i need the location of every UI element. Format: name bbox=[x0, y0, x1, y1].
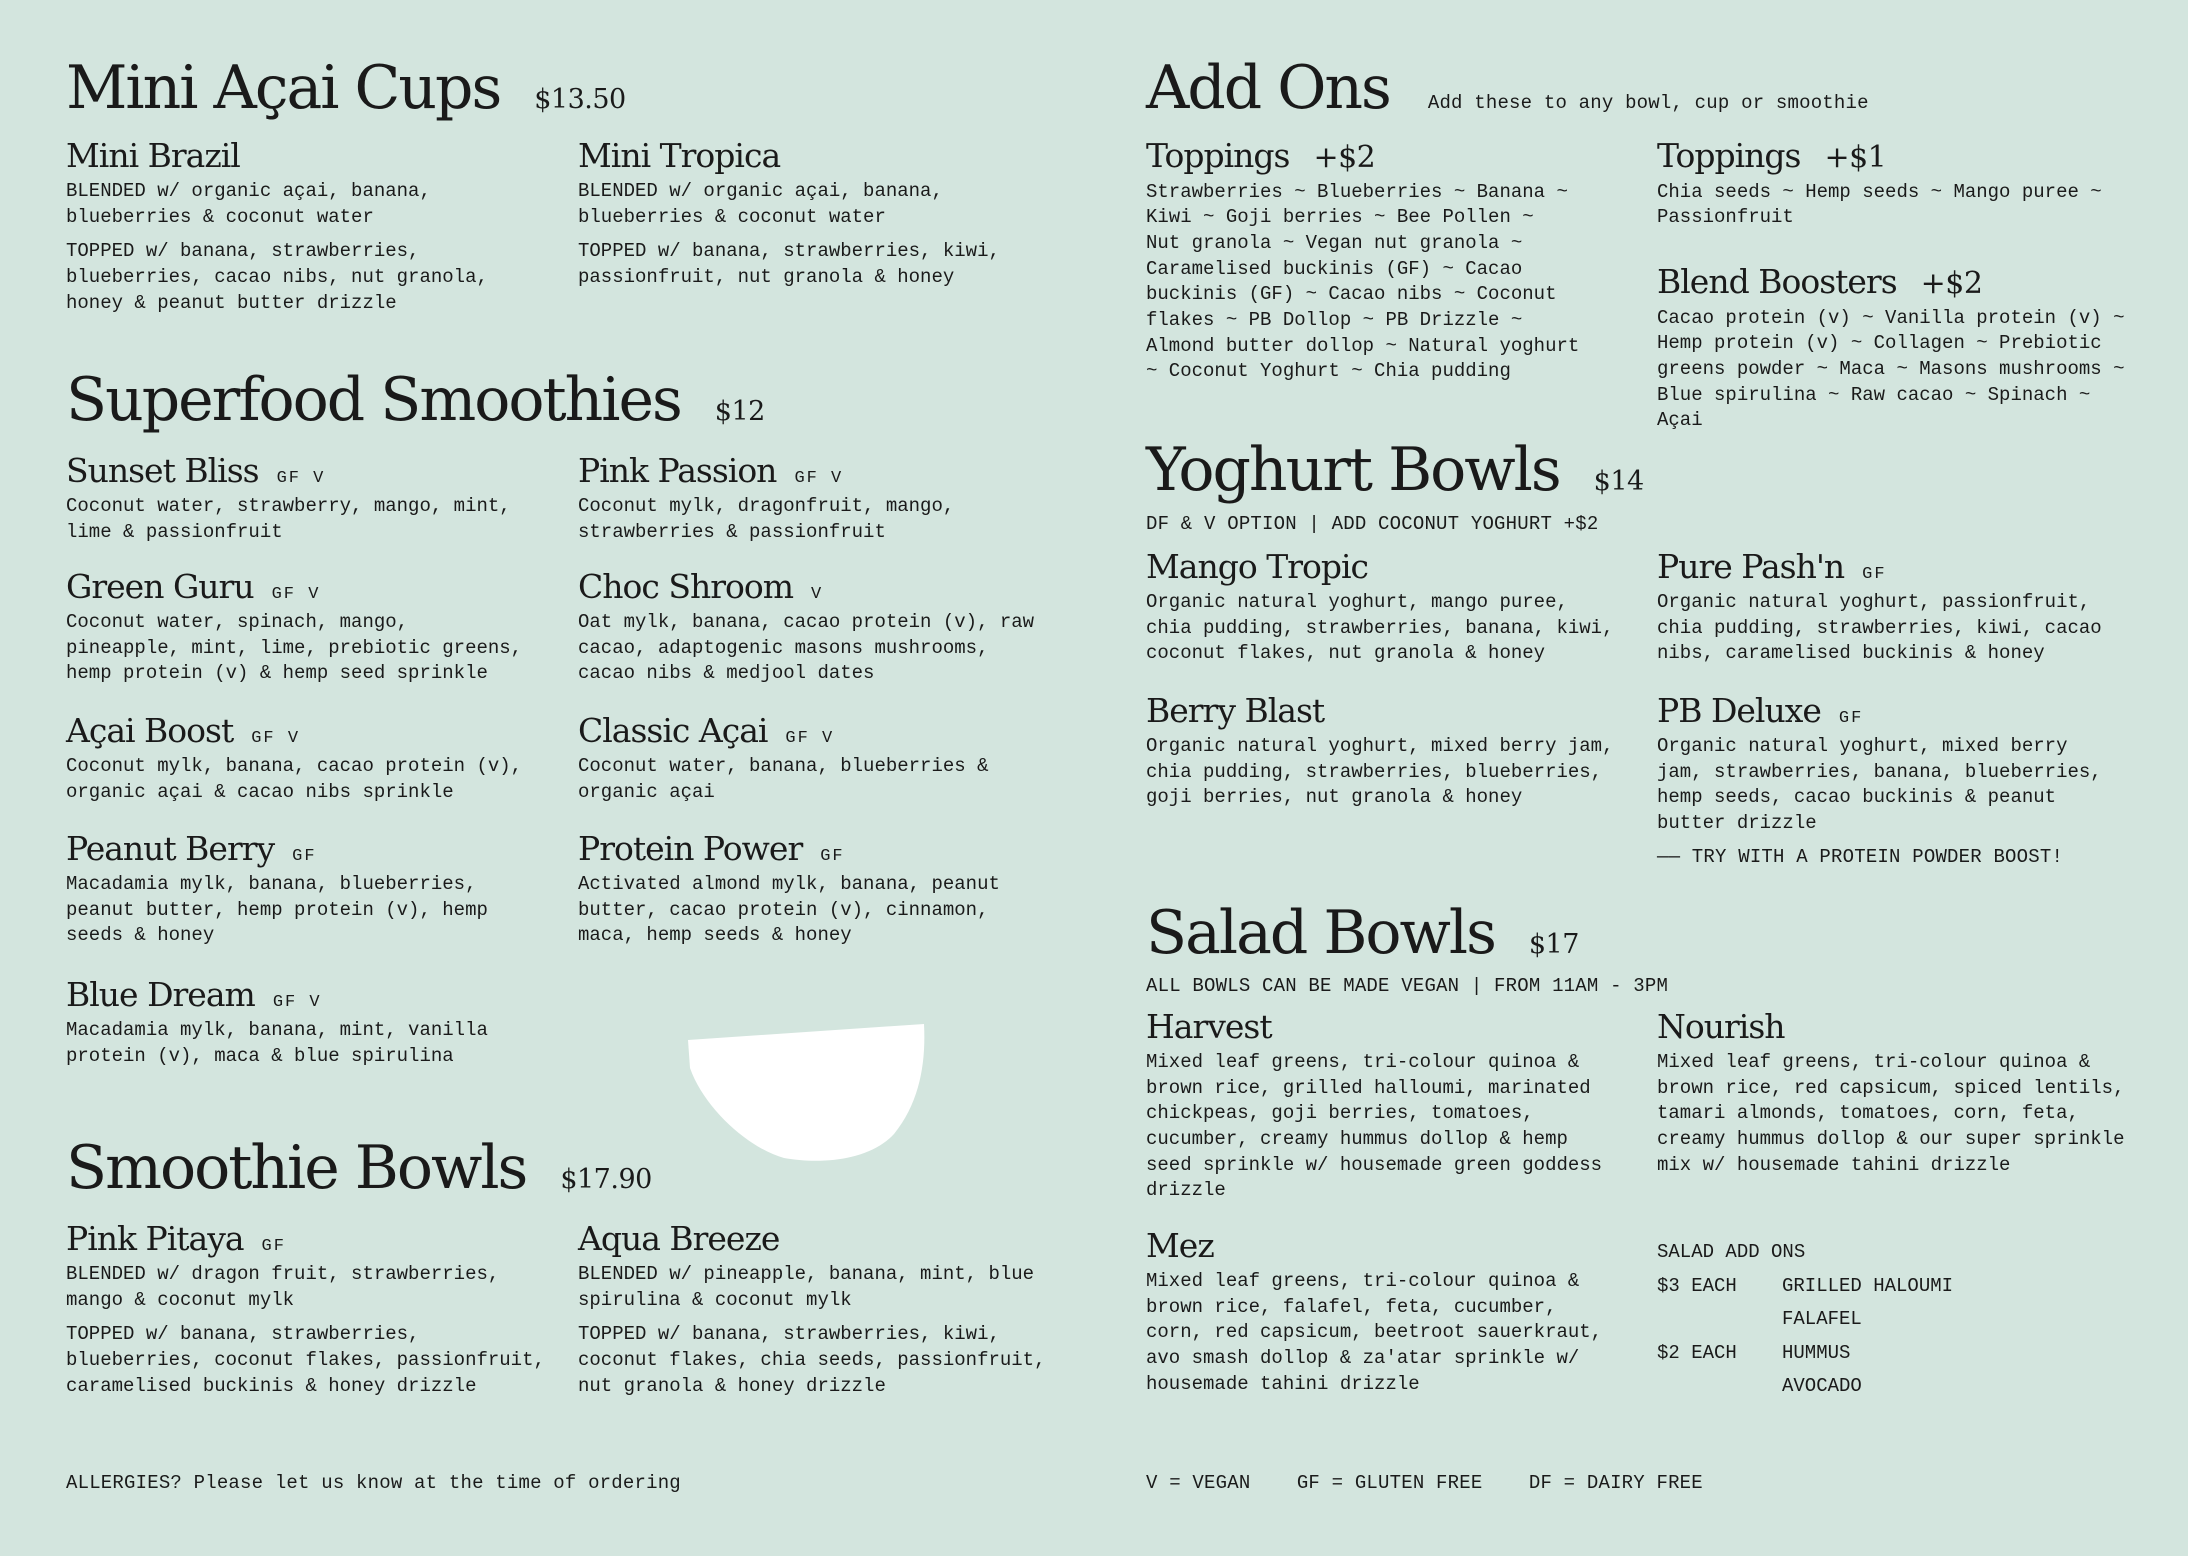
menu-item-classic-acai bbox=[578, 712, 1068, 805]
item-name: Aqua Breeze bbox=[578, 1219, 780, 1258]
item-name: Pure Pash'n bbox=[1657, 547, 1845, 586]
item-description: Chia seeds ~ Hemp seeds ~ Mango puree ~ Passionfruit bbox=[1657, 180, 2102, 229]
dietary-legend: V = VEGAN GF = GLUTEN FREE DF = DAIRY FREE bbox=[1146, 1472, 1703, 1494]
menu-item-mez bbox=[1146, 1227, 1636, 1397]
dietary-tags: GF V bbox=[276, 469, 326, 488]
item-name: Pink Pitaya bbox=[66, 1219, 244, 1258]
protein-boost-note: —— TRY WITH A PROTEIN POWDER BOOST! bbox=[1657, 846, 2064, 868]
item-name: Harvest bbox=[1146, 1007, 1272, 1046]
menu-item-acai-boost bbox=[66, 712, 556, 805]
add-on-row bbox=[1657, 1342, 1953, 1376]
item-description: Mixed leaf greens, tri-colour quinoa & brown rice, grilled halloumi, marinated chickpeas, goji berries, tomatoes, cucumber, creamy hummus dollop & hemp seed sprinkle w/ housemade green goddess drizzle bbox=[1146, 1050, 1603, 1202]
item-toppings: TOPPED w/ banana, strawberries, blueberries, coconut flakes, passionfruit, caramelised buckinis & honey drizzle bbox=[66, 1323, 545, 1397]
menu-item-mini-tropica bbox=[578, 137, 1068, 291]
section-price: $13.50 bbox=[534, 84, 626, 115]
menu-item-pb-deluxe bbox=[1657, 692, 2147, 837]
item-description: Mixed leaf greens, tri-colour quinoa & brown rice, red capsicum, spiced lentils, tamari almonds, tomatoes, corn, feta, creamy hummus dollop & our super sprinkle mix w/ housemade tahini drizzle bbox=[1657, 1050, 2125, 1176]
allergies-note: ALLERGIES? Please let us know at the time of ordering bbox=[66, 1472, 681, 1494]
add-ons-toppings-1 bbox=[1657, 137, 2147, 231]
smoothies-heading bbox=[66, 365, 765, 435]
item-description: Mixed leaf greens, tri-colour quinoa & brown rice, falafel, feta, cucumber, corn, red capsicum, beetroot sauerkraut, avo smash dollop & za'atar sprinkle w/ housemade tahini drizzle bbox=[1146, 1269, 1603, 1395]
section-price: $12 bbox=[714, 396, 765, 427]
item-description: Macadamia mylk, banana, blueberries, peanut butter, hemp protein (v), hemp seeds & honey bbox=[66, 872, 488, 947]
section-title: Smoothie Bowls bbox=[66, 1133, 527, 1203]
item-description: Strawberries ~ Blueberries ~ Banana ~ Kiwi ~ Goji berries ~ Bee Pollen ~ Nut granola ~ Vegan nut granola ~ Caramelised buckinis (GF) ~ Cacao buckinis (GF) ~ Cacao nibs ~ Coconut flakes ~ PB Dollop ~ PB Drizzle ~ Almond butter dollop ~ Natural yoghurt ~ Coconut Yoghurt ~ Chia pudding bbox=[1146, 180, 1580, 383]
item-description: Organic natural yoghurt, mango puree, chia pudding, strawberries, banana, kiwi, coconut flakes, nut granola & honey bbox=[1146, 590, 1614, 665]
menu-item-protein-power bbox=[578, 830, 1068, 949]
section-price: $14 bbox=[1593, 466, 1644, 497]
menu-item-harvest bbox=[1146, 1008, 1636, 1204]
item-name: Mez bbox=[1146, 1226, 1214, 1265]
item-name: Mini Tropica bbox=[578, 136, 781, 175]
section-title: Salad Bowls bbox=[1146, 898, 1495, 968]
item-name: Peanut Berry bbox=[66, 829, 275, 868]
salad-add-ons-heading: SALAD ADD ONS bbox=[1657, 1241, 1806, 1263]
section-price: $17 bbox=[1528, 929, 1579, 960]
item-name: PB Deluxe bbox=[1657, 691, 1821, 730]
item-name: Toppings bbox=[1657, 136, 1801, 175]
item-name: Blend Boosters bbox=[1657, 262, 1897, 301]
item-name: Berry Blast bbox=[1146, 691, 1325, 730]
section-title: Superfood Smoothies bbox=[66, 365, 681, 435]
menu-item-choc-shroom bbox=[578, 568, 1068, 687]
dietary-tags: GF bbox=[1838, 709, 1864, 728]
item-price: +$2 bbox=[1313, 140, 1376, 175]
add-ons-heading bbox=[1146, 53, 1869, 123]
menu-item-nourish bbox=[1657, 1008, 2147, 1178]
item-name: Pink Passion bbox=[578, 451, 777, 490]
item-description: Macadamia mylk, banana, mint, vanilla protein (v), maca & blue spirulina bbox=[66, 1018, 488, 1067]
item-name: Blue Dream bbox=[66, 975, 255, 1014]
item-description: BLENDED w/ pineapple, banana, mint, blue spirulina & coconut mylk bbox=[578, 1262, 1035, 1311]
item-toppings: TOPPED w/ banana, strawberries, kiwi, coconut flakes, chia seeds, passionfruit, nut granola & honey drizzle bbox=[578, 1323, 1046, 1397]
item-name: Classic Açai bbox=[578, 711, 768, 750]
add-on-item: GRILLED HALOUMI bbox=[1782, 1274, 1954, 1297]
add-on-row bbox=[1657, 1375, 1953, 1409]
item-description: Coconut mylk, dragonfruit, mango, strawberries & passionfruit bbox=[578, 494, 955, 543]
dietary-tags: GF bbox=[1862, 565, 1887, 584]
salad-bowls-heading bbox=[1146, 898, 1579, 968]
item-description: Activated almond mylk, banana, peanut butter, cacao protein (v), cinnamon, maca, hemp seeds & honey bbox=[578, 872, 1000, 947]
item-description: Oat mylk, banana, cacao protein (v), raw cacao, adaptogenic masons mushrooms, cacao nibs & medjool dates bbox=[578, 610, 1035, 685]
item-name: Açai Boost bbox=[66, 711, 234, 750]
smoothie-bowls-heading bbox=[66, 1133, 652, 1203]
item-description: Coconut water, spinach, mango, pineapple, mint, lime, prebiotic greens, hemp protein (v) & hemp seed sprinkle bbox=[66, 610, 523, 685]
add-on-row bbox=[1657, 1275, 1953, 1309]
salad-bowls-note: ALL BOWLS CAN BE MADE VEGAN | FROM 11AM - 3PM bbox=[1146, 975, 1669, 997]
menu-item-aqua-breeze bbox=[578, 1220, 1068, 1399]
section-price: $17.90 bbox=[560, 1164, 652, 1195]
add-on-row bbox=[1657, 1308, 1953, 1342]
item-description: BLENDED w/ organic açai, banana, blueberries & coconut water bbox=[66, 179, 431, 228]
yoghurt-bowls-heading bbox=[1146, 435, 1644, 505]
item-name: Green Guru bbox=[66, 567, 254, 606]
section-title: Mini Açai Cups bbox=[66, 53, 501, 123]
item-description: Organic natural yoghurt, mixed berry jam, chia pudding, strawberries, blueberries, goji berries, nut granola & honey bbox=[1146, 734, 1614, 809]
section-title: Add Ons bbox=[1146, 53, 1390, 123]
dietary-tags: GF V bbox=[251, 729, 301, 748]
menu-item-pure-pashn bbox=[1657, 548, 2147, 667]
item-name: Sunset Bliss bbox=[66, 451, 259, 490]
item-description: Cacao protein (v) ~ Vanilla protein (v) ~ Hemp protein (v) ~ Collagen ~ Prebiotic greens powder ~ Maca ~ Masons mushrooms ~ Blue spirulina ~ Raw cacao ~ Spinach ~ Açai bbox=[1657, 306, 2125, 432]
item-toppings: TOPPED w/ banana, strawberries, blueberries, cacao nibs, nut granola, honey & peanut butter drizzle bbox=[66, 240, 488, 314]
menu-item-peanut-berry bbox=[66, 830, 556, 949]
section-title: Yoghurt Bowls bbox=[1146, 435, 1560, 505]
bowl-illustration-icon bbox=[688, 1022, 928, 1162]
dietary-tags: GF bbox=[820, 847, 845, 866]
section-note: Add these to any bowl, cup or smoothie bbox=[1427, 92, 1869, 114]
menu-item-mini-brazil bbox=[66, 137, 556, 316]
item-name: Choc Shroom bbox=[578, 567, 794, 606]
add-ons-toppings-2 bbox=[1146, 137, 1636, 385]
item-name: Nourish bbox=[1657, 1007, 1785, 1046]
item-description: Organic natural yoghurt, passionfruit, chia pudding, strawberries, kiwi, cacao nibs, caramelised buckinis & honey bbox=[1657, 590, 2102, 665]
item-description: BLENDED w/ dragon fruit, strawberries, mango & coconut mylk bbox=[66, 1262, 500, 1311]
dietary-tags: GF bbox=[292, 847, 317, 866]
item-toppings: TOPPED w/ banana, strawberries, kiwi, passionfruit, nut granola & honey bbox=[578, 240, 1000, 289]
item-description: Organic natural yoghurt, mixed berry jam, strawberries, banana, blueberries, hemp seeds, cacao buckinis & peanut butter drizzle bbox=[1657, 734, 2102, 835]
dietary-tags: GF V bbox=[272, 993, 322, 1012]
add-on-item: FALAFEL bbox=[1782, 1308, 1862, 1330]
item-name: Toppings bbox=[1146, 136, 1290, 175]
item-name: Protein Power bbox=[578, 829, 803, 868]
menu-item-mango-tropic bbox=[1146, 548, 1636, 667]
menu-item-blue-dream bbox=[66, 976, 556, 1069]
salad-add-ons bbox=[1657, 1241, 1953, 1409]
yoghurt-bowls-note: DF & V OPTION | ADD COCONUT YOGHURT +$2 bbox=[1146, 513, 1599, 535]
item-description: BLENDED w/ organic açai, banana, blueberries & coconut water bbox=[578, 179, 943, 228]
dietary-tags: V bbox=[811, 585, 824, 604]
dietary-tags: GF V bbox=[794, 469, 844, 488]
dietary-tags: GF V bbox=[271, 585, 321, 604]
item-name: Mini Brazil bbox=[66, 136, 240, 175]
menu-item-green-guru bbox=[66, 568, 556, 687]
dietary-tags: GF V bbox=[785, 729, 835, 748]
add-on-price: $2 EACH bbox=[1657, 1341, 1737, 1364]
add-on-item: HUMMUS bbox=[1782, 1341, 1851, 1364]
mini-acai-heading bbox=[66, 53, 626, 123]
item-description: Coconut mylk, banana, cacao protein (v), organic açai & cacao nibs sprinkle bbox=[66, 754, 523, 803]
item-description: Coconut water, banana, blueberries & organic açai bbox=[578, 754, 989, 803]
menu-item-pink-passion bbox=[578, 452, 1068, 545]
menu-item-berry-blast bbox=[1146, 692, 1636, 811]
menu-item-sunset-bliss bbox=[66, 452, 556, 545]
add-on-price: $3 EACH bbox=[1657, 1274, 1737, 1297]
item-price: +$1 bbox=[1824, 140, 1887, 175]
add-on-item: AVOCADO bbox=[1782, 1375, 1862, 1397]
item-price: +$2 bbox=[1920, 266, 1983, 301]
item-description: Coconut water, strawberry, mango, mint, lime & passionfruit bbox=[66, 494, 511, 543]
add-ons-blend-boosters bbox=[1657, 263, 2147, 434]
item-name: Mango Tropic bbox=[1146, 547, 1369, 586]
dietary-tags: GF bbox=[261, 1237, 286, 1256]
menu-item-pink-pitaya bbox=[66, 1220, 556, 1399]
